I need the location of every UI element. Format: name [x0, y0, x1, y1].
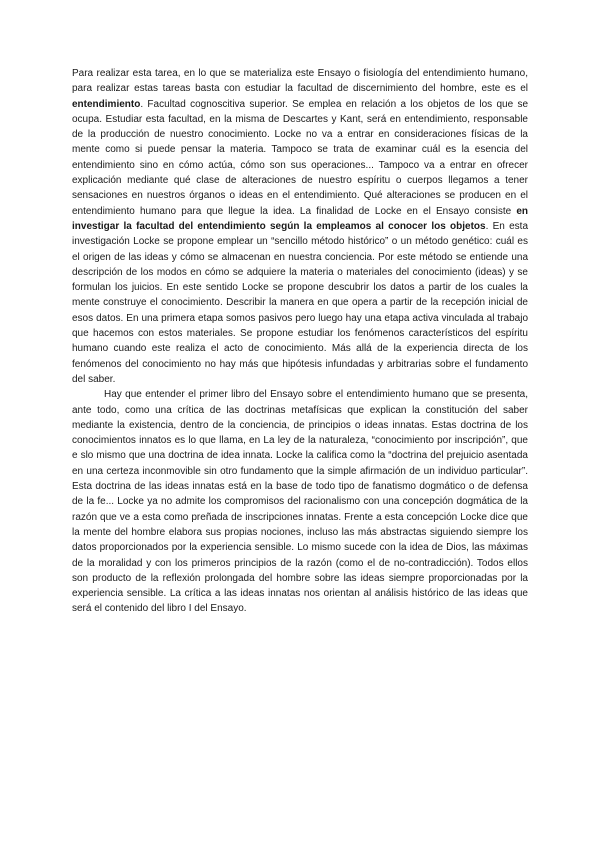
- paragraph-1-text: . Facultad cognoscitiva superior. Se emplea en relación a los objetos de los que se ocupa. Estudiar esta facultad, en la misma de Descartes y Kant, será en entendimiento, responsable de la producción de nuestro conocimiento. Locke no va a entrar en consideraciones físicas de la mente como si puede pensar la materia. Tampoco se trata de examinar cuál es la esencia del entendimiento sino en cómo actúa, cómo son sus operaciones... Tampoco va a entrar en ofrecer explicación mediante qué clase de alteraciones de nuestro espíritu o cuerpos llegamos a tener sensaciones en nuestros órganos o ideas en el entendimiento. Qué alteraciones se producen en el entendimiento humano para que llegue la idea. La finalidad de Locke en el Ensayo consiste: [72, 98, 528, 217]
- paragraph-1: [72, 66, 528, 387]
- paragraph-1-bold-term: entendimiento: [72, 98, 141, 110]
- document-page: [72, 66, 528, 617]
- paragraph-1-text: Para realizar esta tarea, en lo que se materializa este Ensayo o fisiología del entendimiento humano, para realizar estas tareas basta con estudiar la facultad de discernimiento del hombre, este es el: [72, 68, 528, 95]
- paragraph-2-text: Hay que entender el primer libro del Ensayo sobre el entendimiento humano que se presenta, ante todo, como una crítica de las doctrinas metafísicas que explican la constitución del saber mediante la existencia, dentro de la conciencia, de principios o ideas innatas. Estas doctrina de los conocimientos innatos es lo que llama, en La ley de la naturaleza, “conocimiento por inscripción”, que e slo mismo que una doctrina de idea innata. Locke la califica como la “doctrina del prejuicio asentada en una certeza inconmovible sin otro fundamento que la simple afirmación de un individuo particular”. Esta doctrina de las ideas innatas está en la base de todo tipo de fanatismo dogmático o de defensa de la fe... Locke ya no admite los compromisos del racionalismo con una concepción dogmática de la razón que ve a esta como preñada de inscripciones innatas. Frente a esta concepción Locke dice que la mente del hombre elabora sus propias nociones, incluso las más abstractas siguiendo siempre los datos proporcionados por la experiencia sensible. Lo mismo sucede con la idea de Dios, las máximas de la moralidad y con los primeros principios de la razón (como el de no-contradicción). Todos ellos son producto de la reflexión prolongada del hombre sobre las ideas siempre proporcionadas por la experiencia sensible. La crítica a las ideas innatas nos orientan al análisis histórico de las ideas que será el contenido del libro I del Ensayo.: [72, 389, 528, 615]
- paragraph-1-text: . En esta investigación Locke se propone emplear un “sencillo método histórico” o un método genético: cuál es el origen de las ideas y cómo se almacenan en nuestra conciencia. Por este método se entiende una descripción de los modos en cómo se adquiere la materia o materiales del conocimiento (ideas) y se formulan los juicios. En este sentido Locke se propone descubrir los datos a partir de los cuales la mente construye el conocimiento. Describir la manera en que opera a partir de la recepción inicial de esos datos. En una primera etapa somos pasivos pero luego hay una etapa activa vinculada al trabajo que hacemos con estos materiales. Se propone estudiar los fenómenos característicos del espíritu humano cuando este realiza el acto de conocimiento. Más allá de la experiencia directa de los fenómenos del conocimiento no hay más que hipótesis infundadas y arbitrarias sobre el fundamento del saber.: [72, 220, 529, 385]
- paragraph-1-bold-phrase: en investigar la facultad del entendimiento según la empleamos al conocer los objetos: [72, 205, 528, 232]
- paragraph-2: [72, 387, 528, 616]
